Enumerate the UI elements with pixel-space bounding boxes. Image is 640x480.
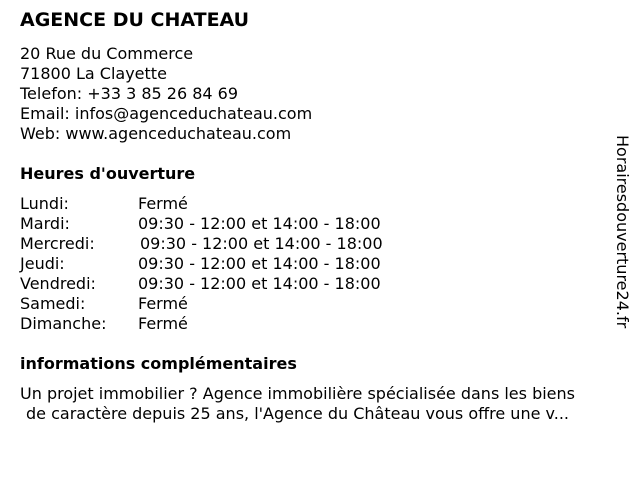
day-label: Lundi: bbox=[20, 194, 69, 213]
street-address: 20 Rue du Commerce bbox=[20, 44, 194, 63]
day-label: Mercredi: bbox=[20, 234, 95, 253]
website: Web: www.agenceduchateau.com bbox=[20, 124, 292, 143]
contact-block bbox=[20, 44, 312, 144]
day-label: Jeudi: bbox=[20, 254, 65, 273]
opening-hours-table bbox=[20, 194, 440, 334]
day-hours: 09:30 - 12:00 et 14:00 - 18:00 bbox=[140, 234, 383, 253]
hours-row-lundi bbox=[20, 194, 440, 214]
hours-row-samedi bbox=[20, 294, 440, 314]
day-label: Vendredi: bbox=[20, 274, 96, 293]
description-line-1: Un projet immobilier ? Agence immobilière spécialisée dans les biens bbox=[20, 384, 575, 403]
day-hours: Fermé bbox=[138, 294, 188, 313]
hours-row-vendredi bbox=[20, 274, 440, 294]
hours-heading: Heures d'ouverture bbox=[20, 164, 196, 183]
hours-row-jeudi bbox=[20, 254, 440, 274]
day-label: Dimanche: bbox=[20, 314, 107, 333]
day-hours: 09:30 - 12:00 et 14:00 - 18:00 bbox=[138, 274, 381, 293]
email-address: Email: infos@agenceduchateau.com bbox=[20, 104, 313, 123]
day-hours: 09:30 - 12:00 et 14:00 - 18:00 bbox=[138, 214, 381, 233]
description-text bbox=[20, 384, 630, 424]
city-address: 71800 La Clayette bbox=[20, 64, 167, 83]
business-name: AGENCE DU CHATEAU bbox=[20, 9, 250, 31]
info-heading: informations complémentaires bbox=[20, 354, 297, 373]
day-hours: Fermé bbox=[138, 314, 188, 333]
day-hours: 09:30 - 12:00 et 14:00 - 18:00 bbox=[138, 254, 381, 273]
hours-row-mercredi bbox=[20, 234, 440, 254]
day-label: Samedi: bbox=[20, 294, 86, 313]
phone-number: Telefon: +33 3 85 26 84 69 bbox=[20, 84, 239, 103]
day-hours: Fermé bbox=[138, 194, 188, 213]
description-line-2: de caractère depuis 25 ans, l'Agence du Château vous offre une v... bbox=[26, 404, 569, 423]
day-label: Mardi: bbox=[20, 214, 70, 233]
hours-row-dimanche bbox=[20, 314, 440, 334]
hours-row-mardi bbox=[20, 214, 440, 234]
site-watermark: Horairesdouverture24.fr bbox=[613, 135, 632, 329]
